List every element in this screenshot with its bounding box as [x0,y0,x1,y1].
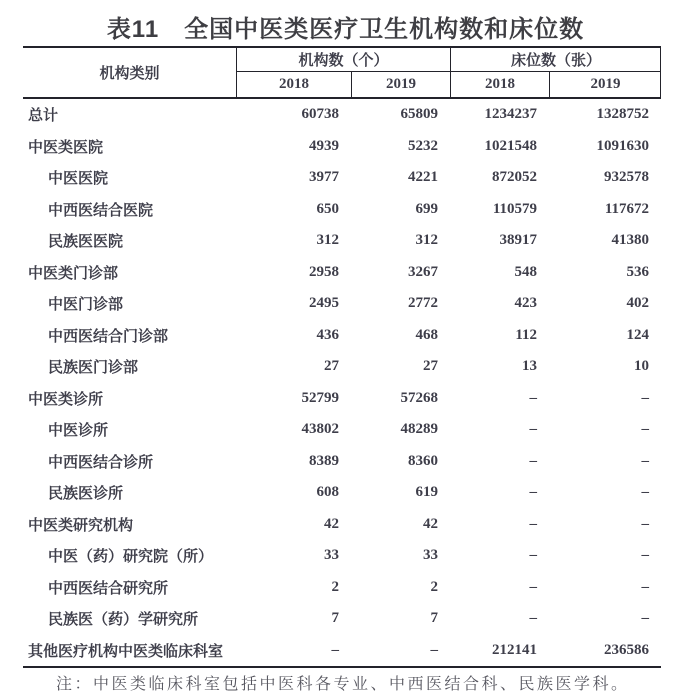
table-body [23,99,661,668]
table-row [23,509,661,541]
table-row [23,572,661,604]
header-year-beds-2019: 2019 [549,72,661,97]
row-label: 其他医疗机构中医类临床科室 [28,642,224,660]
row-label: 民族医（药）学研究所 [48,611,199,629]
row-label: 中医类研究机构 [28,516,134,534]
row-value: 1021548 [484,137,537,154]
row-label: 总计 [28,107,59,125]
row-value: – [529,389,537,406]
row-label: 中医类门诊部 [28,264,119,282]
row-value: 13 [522,358,537,375]
table-footnote: 注：中医类临床科室包括中医科各专业、中西医结合科、民族医学科。 [56,676,630,693]
header-year-institutions-2019: 2019 [351,72,450,97]
header-year-beds-2018: 2018 [450,72,549,97]
row-value: – [641,421,649,438]
row-value: 7 [430,610,438,627]
row-value: – [529,547,537,564]
header-institutions-group: 机构数（个） [237,48,450,72]
row-value: – [641,610,649,627]
row-value: 2 [430,578,438,595]
row-value: 57268 [400,389,438,406]
table-row [23,225,661,257]
row-label: 中医门诊部 [48,296,124,314]
row-value: 548 [514,263,537,280]
table-row [23,320,661,352]
row-value: 3977 [309,169,339,186]
row-value: 2 [331,578,339,595]
row-value: 619 [415,484,438,501]
row-value: 5232 [408,137,438,154]
row-label: 中西医结合医院 [48,201,154,219]
row-value: 212141 [492,641,537,658]
row-value: 60738 [301,106,339,123]
row-value: 608 [316,484,339,501]
table-row [23,131,661,163]
row-value: 1091630 [596,137,649,154]
row-value: 650 [316,200,339,217]
row-value: – [529,515,537,532]
row-value: 117672 [604,200,649,217]
table-row [23,414,661,446]
row-value: – [529,578,537,595]
table-row [23,603,661,635]
row-value: 33 [423,547,438,564]
table-header [23,46,661,99]
row-value: 110579 [492,200,537,217]
row-label: 中医医院 [48,170,109,188]
row-value: 2772 [408,295,438,312]
row-value: 8360 [408,452,438,469]
row-label: 中医（药）研究院（所） [48,548,214,566]
row-value: 41380 [611,232,649,249]
table-row [23,194,661,226]
row-value: – [641,515,649,532]
row-value: – [331,641,339,658]
row-value: 43802 [301,421,339,438]
row-label: 中西医结合门诊部 [48,327,169,345]
table-title: 表11 全国中医类医疗卫生机构数和床位数 [106,16,585,43]
row-value: – [641,547,649,564]
row-value: 468 [415,326,438,343]
row-label: 民族医诊所 [48,485,124,503]
row-value: – [641,578,649,595]
row-value: 65809 [400,106,438,123]
row-label: 中医诊所 [48,422,109,440]
row-value: 932578 [604,169,649,186]
row-value: 8389 [309,452,339,469]
row-value: – [529,452,537,469]
row-value: 699 [415,200,438,217]
row-value: 402 [626,295,649,312]
row-label: 中医类诊所 [28,390,104,408]
row-value: 52799 [301,389,339,406]
table-row [23,162,661,194]
row-value: 436 [316,326,339,343]
row-value: 112 [515,326,537,343]
row-value: 1328752 [596,106,649,123]
row-value: 27 [324,358,339,375]
table-row [23,477,661,509]
row-value: 872052 [492,169,537,186]
row-value: 4939 [309,137,339,154]
row-value: – [641,484,649,501]
row-label: 民族医门诊部 [48,359,139,377]
row-value: 4221 [408,169,438,186]
table-row [23,351,661,383]
row-label: 中西医结合诊所 [48,453,154,471]
table-row [23,635,661,667]
row-value: 124 [626,326,649,343]
row-value: 3267 [408,263,438,280]
header-category: 机构类别 [23,48,237,97]
row-value: 536 [626,263,649,280]
row-value: 312 [415,232,438,249]
row-value: – [529,484,537,501]
row-value: 2958 [309,263,339,280]
row-label: 中医类医院 [28,138,104,156]
row-value: 33 [324,547,339,564]
row-value: – [529,610,537,627]
row-value: – [529,421,537,438]
header-beds-group: 床位数（张） [450,48,661,72]
table-row [23,99,661,131]
row-value: 10 [634,358,649,375]
table-row [23,288,661,320]
row-value: 2495 [309,295,339,312]
table-row [23,257,661,289]
row-value: 42 [324,515,339,532]
row-label: 中西医结合研究所 [48,579,169,597]
row-value: 1234237 [484,106,537,123]
row-label: 民族医医院 [48,233,124,251]
row-value: – [641,452,649,469]
table-row [23,383,661,415]
row-value: 27 [423,358,438,375]
table-row [23,540,661,572]
table-row [23,446,661,478]
statistics-table [23,46,661,668]
row-value: – [641,389,649,406]
row-value: 423 [514,295,537,312]
row-value: – [430,641,438,658]
row-value: 312 [316,232,339,249]
header-year-institutions-2018: 2018 [279,76,309,92]
row-value: 38917 [499,232,537,249]
row-value: 42 [423,515,438,532]
row-value: 7 [331,610,339,627]
row-value: 236586 [604,641,649,658]
row-value: 48289 [400,421,438,438]
